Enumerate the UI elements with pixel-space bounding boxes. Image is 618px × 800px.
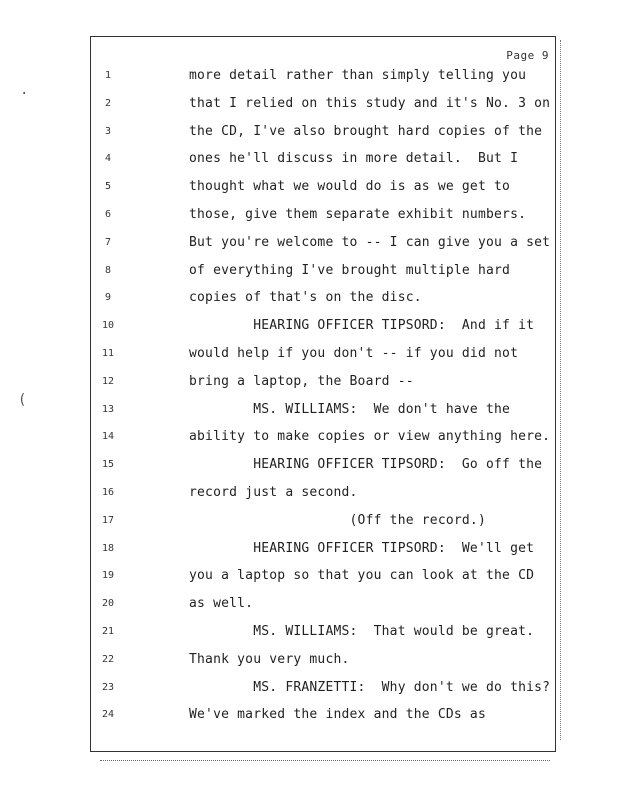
line-number: 10	[101, 320, 115, 332]
line-number: 21	[101, 626, 115, 637]
line-text: as well.	[189, 596, 254, 612]
line-number: 22	[101, 653, 115, 665]
line-text: copies of that's on the disc.	[189, 290, 422, 306]
line-text: ones he'll discuss in more detail. But I	[189, 151, 519, 167]
transcript-line	[90, 483, 556, 503]
transcript-line	[90, 316, 556, 336]
margin-mark: ·	[20, 86, 29, 102]
line-number: 11	[101, 348, 115, 359]
scan-artifact-line	[560, 40, 561, 740]
line-text: those, give them separate exhibit numbers.	[189, 207, 527, 222]
transcript-line	[90, 539, 556, 559]
line-text: would help if you don't -- if you did not	[189, 346, 519, 361]
line-text: that I relied on this study and it's No. 3 on	[189, 95, 551, 111]
line-number: 13	[101, 403, 115, 415]
transcript-line	[90, 261, 556, 281]
transcript-line	[90, 678, 556, 698]
line-text: But you're welcome to -- I can give you a set	[189, 234, 551, 250]
line-text: MS. WILLIAMS: We don't have the	[189, 401, 511, 417]
line-text: HEARING OFFICER TIPSORD: We'll get	[189, 540, 535, 556]
line-text: HEARING OFFICER TIPSORD: And if it	[189, 318, 535, 334]
line-text: of everything I've brought multiple hard	[189, 262, 511, 278]
line-text: Thank you very much.	[189, 651, 350, 667]
scan-artifact-line	[100, 760, 550, 761]
line-number: 16	[101, 487, 115, 498]
line-number: 3	[104, 125, 112, 137]
line-number: 17	[101, 514, 115, 526]
line-number: 2	[104, 97, 112, 109]
line-number: 20	[101, 598, 115, 610]
line-number: 23	[101, 681, 115, 693]
line-text: (Off the record.)	[189, 512, 486, 528]
margin-mark: (	[18, 392, 27, 408]
transcript-line	[90, 455, 556, 475]
transcript-line	[90, 205, 556, 225]
line-text: HEARING OFFICER TIPSORD: Go off the	[189, 457, 543, 473]
line-text: record just a second.	[189, 485, 358, 500]
line-text: ability to make copies or view anything here.	[189, 429, 551, 445]
transcript-line	[90, 427, 556, 447]
line-text: more detail rather than simply telling you	[189, 68, 527, 83]
transcript-line	[90, 66, 556, 86]
line-number: 4	[104, 153, 112, 165]
transcript-line	[90, 177, 556, 197]
transcript-line	[90, 594, 556, 614]
line-number: 5	[104, 181, 112, 193]
transcript-line	[90, 400, 556, 420]
transcript-line	[90, 622, 556, 642]
line-number: 24	[101, 709, 115, 721]
line-number: 12	[101, 375, 115, 387]
line-number: 7	[104, 236, 112, 248]
line-number: 19	[101, 570, 115, 582]
line-text: MS. WILLIAMS: That would be great.	[189, 624, 535, 639]
transcript-line	[90, 233, 556, 253]
line-text: We've marked the index and the CDs as	[189, 707, 486, 723]
line-number: 15	[101, 459, 115, 471]
line-number: 1	[104, 70, 112, 81]
transcript-line	[90, 650, 556, 670]
transcript-line	[90, 94, 556, 114]
transcript-line	[90, 705, 556, 725]
transcript-page	[90, 36, 556, 752]
line-number: 18	[101, 542, 115, 554]
transcript-line	[90, 511, 556, 531]
line-text: thought what we would do is as we get to	[189, 179, 511, 195]
transcript-line	[90, 372, 556, 392]
transcript-line	[90, 149, 556, 169]
line-text: bring a laptop, the Board --	[189, 373, 414, 389]
page-number: Page 9	[506, 49, 549, 62]
transcript-line	[90, 344, 556, 364]
line-text: MS. FRANZETTI: Why don't we do this?	[189, 679, 551, 695]
transcript-line	[90, 288, 556, 308]
line-number: 9	[104, 292, 112, 304]
line-number: 6	[104, 209, 112, 220]
line-text: the CD, I've also brought hard copies of the	[189, 123, 543, 139]
line-number: 14	[101, 431, 115, 443]
transcript-line	[90, 566, 556, 586]
line-number: 8	[104, 264, 112, 276]
line-text: you a laptop so that you can look at the CD	[189, 568, 535, 584]
transcript-line	[90, 122, 556, 142]
